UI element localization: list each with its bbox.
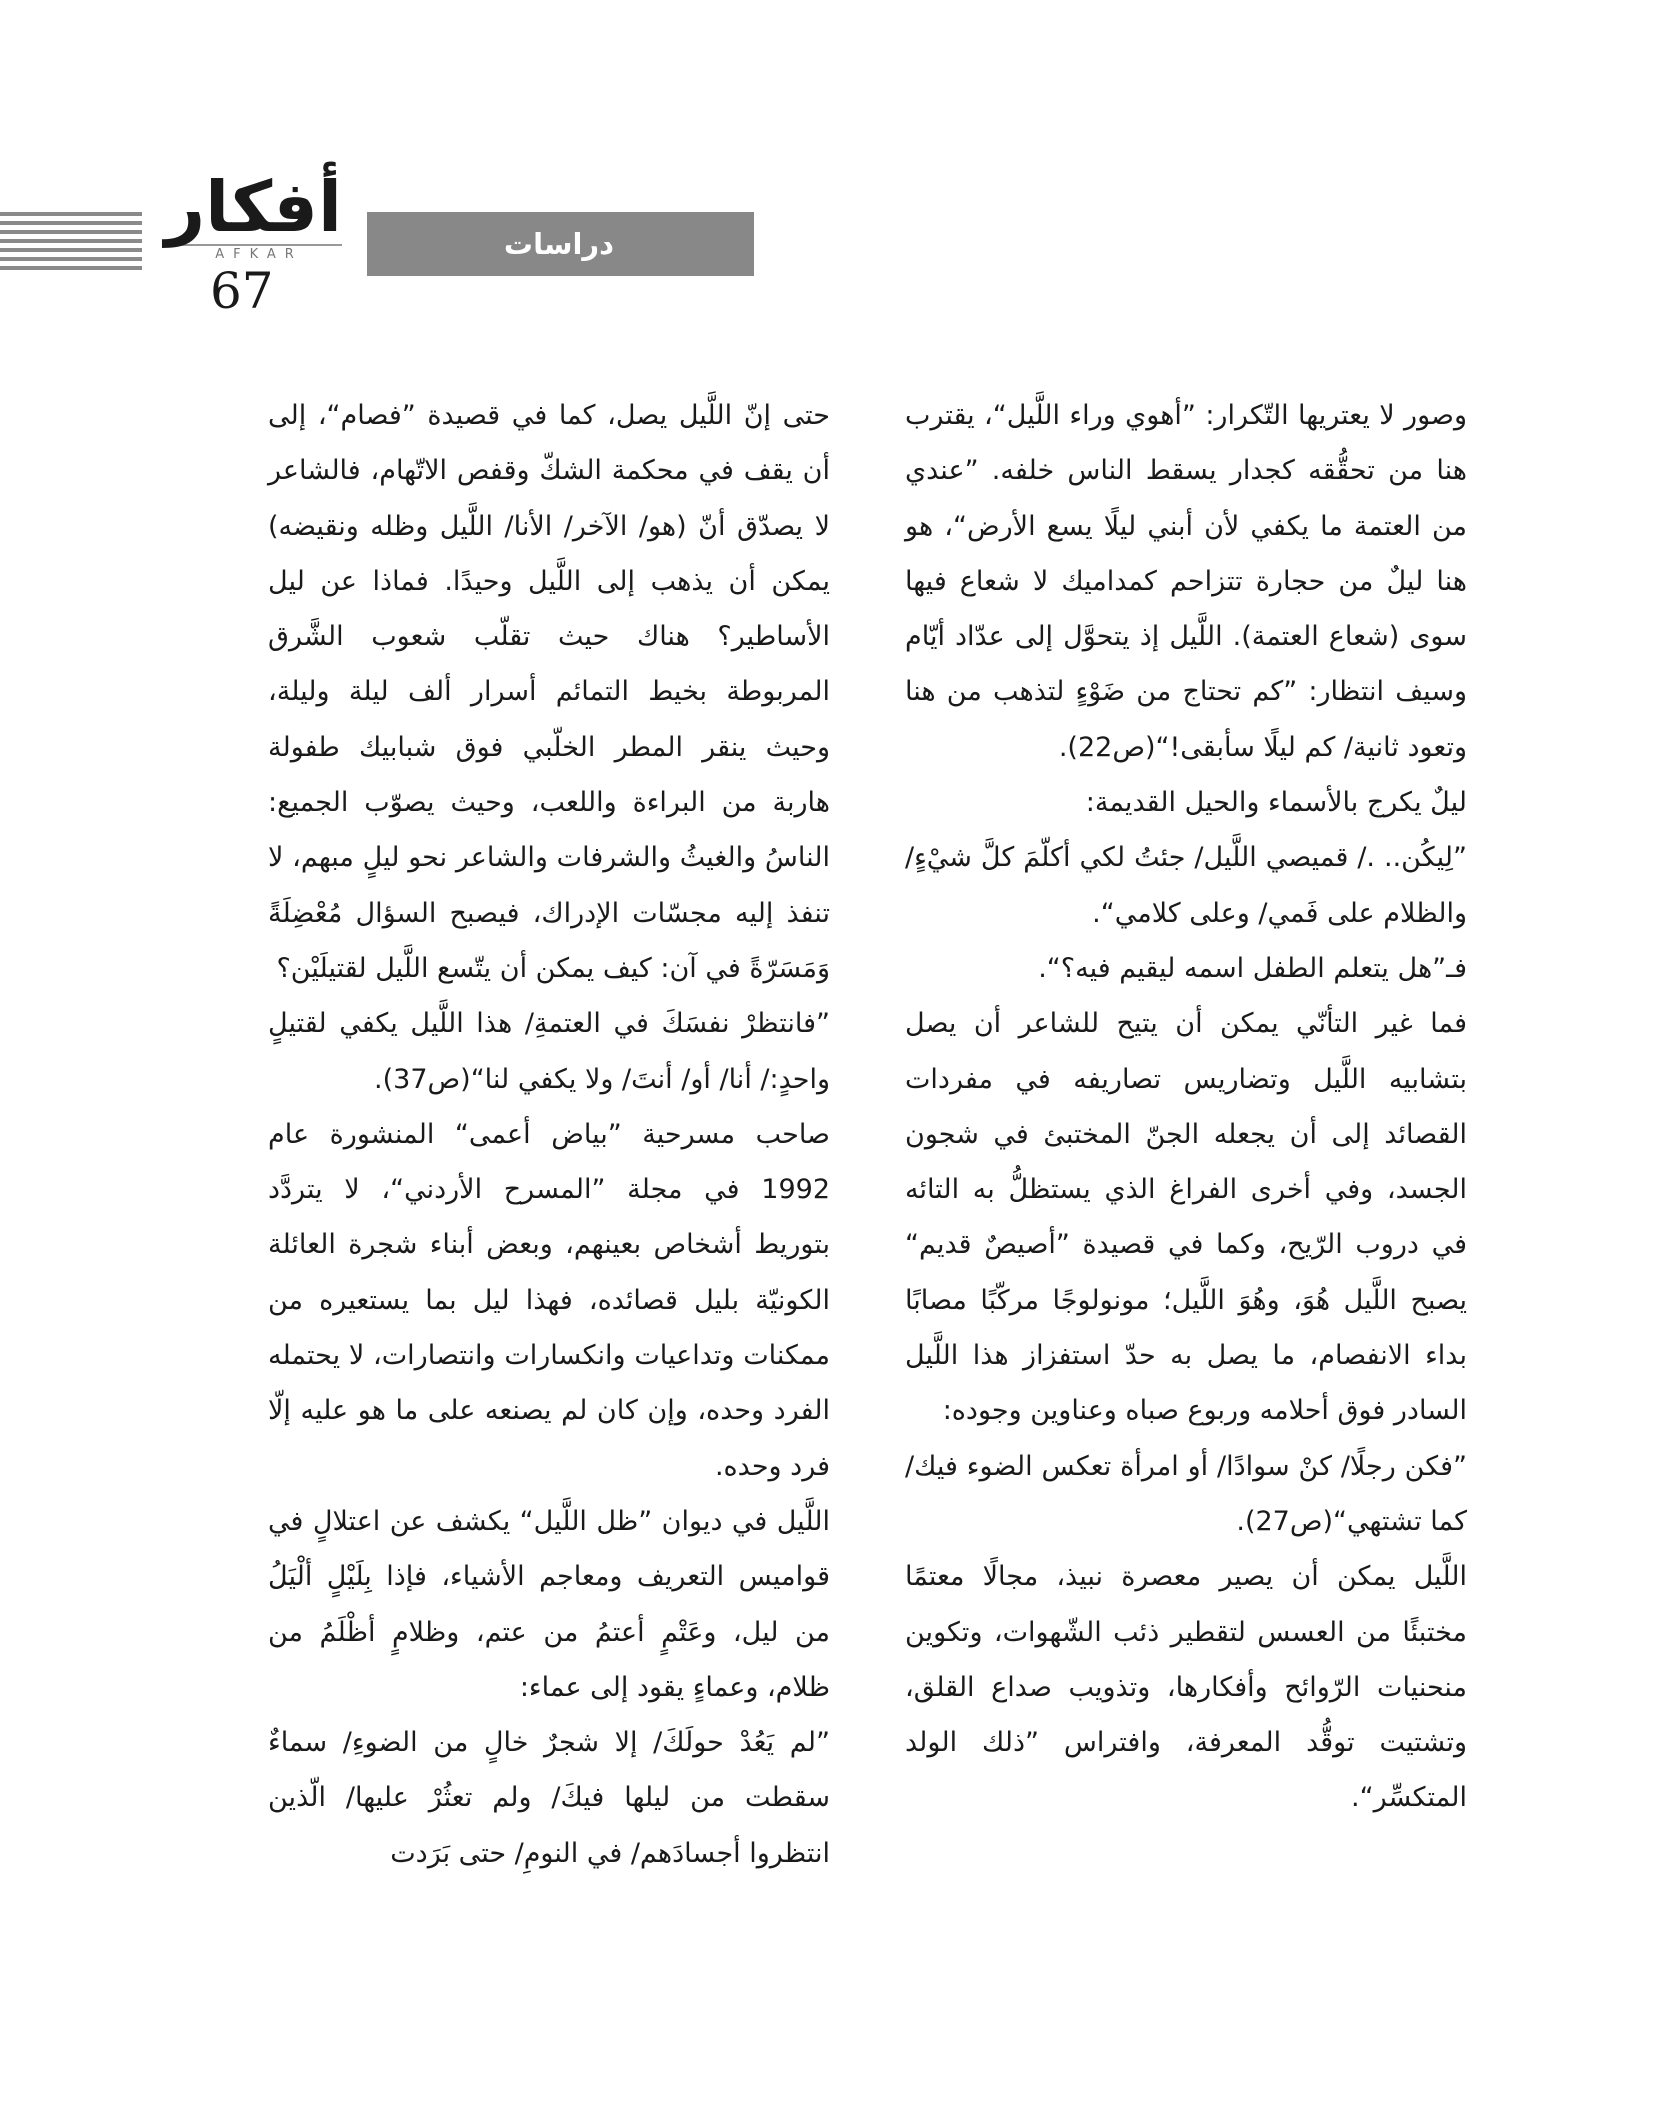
quote: ”لِيكُن.. ./ قميصي اللَّيل/ جئتُ لكي أكلّمَ كلَّ شيْءٍ/ والظلام على فَمي/ وعلى كلامي“. (905, 842, 1467, 929)
paragraph: فـ”هل يتعلم الطفل اسمه ليقيم فيه؟“. (1038, 952, 1467, 984)
section-label: دراسات (367, 212, 754, 276)
quote: ”فكن رجلًا/ كنْ سوادًا/ أو امرأة تعكس الضوء فيك/ كما تشتهي“(ص27). (905, 1450, 1467, 1537)
paragraph: اللَّيل في ديوان ”ظل اللَّيل“ يكشف عن اعتلالٍ في قواميس التعريف ومعاجم الأشياء، فإذا بِلَيْلٍ ألْيَلُ من ليل، وعَتْمٍ أعتمُ من عتم، وظلامٍ أظْلَمُ من ظلام، وعماءٍ يقود إلى عماء: (268, 1505, 830, 1703)
text-column-right (905, 388, 1467, 1826)
magazine-logo (164, 166, 342, 262)
paragraph: ليلٌ يكرج بالأسماء والحيل القديمة: (1085, 787, 1467, 819)
paragraph: اللَّيل يمكن أن يصير معصرة نبيذ، مجالًا معتمًا مختبئًا من العسس لتقطير ذئب الشّهوات، وتكوين منحنيات الرّوائح وأفكارها، وتذويب صداع القلق، وتشتيت توقُّد المعرفة، وافتراس ”ذلك الولد المتكسِّر“. (905, 1561, 1467, 1814)
paragraph: فما غير التأنّي يمكن أن يتيح للشاعر أن يصل بتشابيه اللَّيل وتضاريس تصاريفه في مفردات القصائد إلى أن يجعله الجنّ المختبئ في شجون الجسد، وفي أخرى الفراغ الذي يستظلُّ به التائه في دروب الرّيح، وكما في قصيدة ”أصيصٌ قديم“ يصبح اللَّيل هُوَ، وهُوَ اللَّيل؛ مونولوجًا مركّبًا مصابًا بداء الانفصام، ما يصل به حدّ استفزاز هذا اللَّيل السادر فوق أحلامه وربوع صباه وعناوين وجوده: (905, 1008, 1467, 1427)
logo-latin: AFKAR (176, 244, 342, 262)
page-number: 67 (210, 262, 274, 320)
quote: ”فانتظرْ نفسَكَ في العتمةِ/ هذا اللَّيل يكفي لقتيلٍ واحدٍ:/ أنا/ أو/ أنتَ/ ولا يكفي لنا“(ص37). (268, 1008, 830, 1095)
header-stripes (0, 212, 142, 274)
quote: ”لم يَعُدْ حولَكَ/ إلا شجرٌ خالٍ من الضوءِ/ سماءٌ سقطت من ليلها فيكَ/ ولم تعثُرْ عليها/ الّذين انتظروا أجسادَهم/ في النومِ/ حتى بَرَدت (268, 1727, 830, 1869)
paragraph: حتى إنّ اللَّيل يصل، كما في قصيدة ”فصام“، إلى أن يقف في محكمة الشكّ وقفص الاتّهام، فالشاعر لا يصدّق أنّ (هو/ الآخر/ الأنا/ اللَّيل وظله ونقيضه) يمكن أن يذهب إلى اللَّيل وحيدًا. فماذا عن ليل الأساطير؟ هناك حيث تقلّب شعوب الشَّرق المربوطة بخيط التمائم أسرار ألف ليلة وليلة، وحيث ينقر المطر الخلّبي فوق شبابيك طفولة هاربة من البراءة واللعب، وحيث يصوّب الجميع: الناسُ والغيثُ والشرفات والشاعر نحو ليلٍ مبهم، لا تنفذ إليه مجسّات الإدراك، فيصبح السؤال مُعْضِلَةً وَمَسَرّةً في آن: كيف يمكن أن يتّسع اللَّيل لقتيلَيْن؟ (268, 400, 830, 984)
logo-arabic: أفكار (164, 166, 342, 248)
paragraph: صاحب مسرحية ”بياض أعمى“ المنشورة عام 1992 في مجلة ”المسرح الأردني“، لا يتردَّد بتوريط أشخاص بعينهم، وبعض أبناء شجرة العائلة الكونيّة بليل قصائده، فهذا ليل بما يستعيره من ممكنات وتداعيات وانكسارات وانتصارات، لا يحتمله الفرد وحده، وإن كان لم يصنعه على ما هو عليه إلّا فرد وحده. (268, 1118, 830, 1482)
text-column-left (268, 388, 830, 1881)
paragraph: وصور لا يعتريها التّكرار: ”أهوي وراء اللَّيل“، يقترب هنا من تحقُّقه كجدار يسقط الناس خلفه. ”عندي من العتمة ما يكفي لأن أبني ليلًا يسع الأرض“، هو هنا ليلٌ من حجارة تتزاحم كمداميك لا شعاع فيها سوى (شعاع العتمة). اللَّيل إذ يتحوَّل إلى عدّاد أيّام وسيف انتظار: ”كم تحتاج من ضَوْءٍ لتذهب من هنا وتعود ثانية/ كم ليلًا سأبقى!“(ص22). (905, 400, 1467, 763)
